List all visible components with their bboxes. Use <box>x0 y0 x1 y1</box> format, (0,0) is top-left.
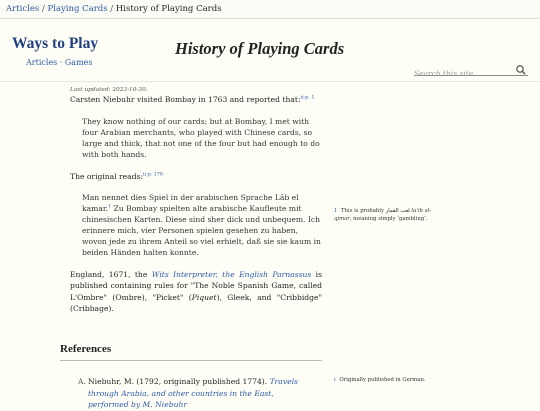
piquet-term: Piquet <box>191 292 217 302</box>
reference-text <box>78 376 308 411</box>
page-title: History of Playing Cards <box>175 39 345 58</box>
breadcrumb-playing-cards[interactable]: Playing Cards <box>47 4 108 14</box>
intro-citation[interactable]: ii:p. 1 <box>300 95 315 101</box>
sidenote-1-number: 1 <box>334 208 338 214</box>
quote-german <box>82 192 322 258</box>
search-icon[interactable] <box>515 61 527 73</box>
reference-marker: A. <box>78 377 86 386</box>
intro-text: Carsten Niebuhr visited Bombay in 1763 and reported that: <box>70 95 301 105</box>
site-title[interactable]: Ways to Play <box>12 35 99 52</box>
breadcrumb <box>0 0 540 19</box>
sidenote-2-text: Originally published in German. <box>337 377 426 383</box>
breadcrumb-current: History of Playing Cards <box>115 4 222 14</box>
quote-german-part1: Man nennet dies Spiel in der arabischen Sprache Lâb el kamar. <box>82 192 299 213</box>
sidenote-1-post: , meaning simply ‘gambling’. <box>349 216 428 223</box>
sidenote-1-arabic: لعب القمار <box>385 208 410 214</box>
sidenote-2-number: i <box>334 377 336 383</box>
search-box <box>414 61 528 76</box>
nav-separator: · <box>59 58 63 67</box>
reference-list <box>78 376 308 411</box>
original-intro-paragraph <box>70 171 322 182</box>
england-paragraph <box>70 269 322 313</box>
sidenote-1-pre: This is probably <box>339 208 386 214</box>
sidenote-2 <box>334 376 434 384</box>
nav-articles-link[interactable]: Articles <box>26 58 58 67</box>
reference-author: Niebuhr, M. (1792, originally published 1774). <box>88 377 270 386</box>
reference-title-link[interactable]: Travels through Arabia, and other countries in the East, performed by M. Niebuhr <box>88 377 298 410</box>
footnote-ref-1[interactable]: 1 <box>108 204 112 210</box>
breadcrumb-separator: / <box>110 4 116 14</box>
original-citation[interactable]: ii:p. 178 <box>143 172 163 178</box>
breadcrumb-articles[interactable]: Articles <box>6 4 40 14</box>
england-post2: ), Gleek, and "Cribbidge" (Cribbage). <box>70 292 322 313</box>
england-post: is published containing rules for "The Noble Spanish Game, called L'Ombre" (Ombre), "Picket" ( <box>70 270 322 302</box>
quote-german-part2: Zu Bombay spielten alte arabische Kaufleute mit chinesischen Karten. Diese sind sher dick und unbequem. Ich erinnere mich, vier Personen spielen gesehen zu haben, wovon jede zu ihrem Anteil so viel erhielt, daß sie sie kaum in beiden Händen halten konnte. <box>82 204 321 258</box>
intro-paragraph <box>70 94 322 105</box>
quote-english: They know nothing of our cards; but at Bombay, I met with four Arabian merchants, who played with Chinese cards, so large and thick, that not one of the four but had enough to do with both hands. <box>82 116 320 159</box>
nav-games-link[interactable]: Games <box>64 58 93 67</box>
site-nav <box>26 58 93 67</box>
last-updated: Last updated: 2023-10-30. <box>70 87 148 93</box>
site-header <box>0 19 540 82</box>
sidenote-1 <box>334 207 434 223</box>
sidenote-1-transliteration: laʿib al-qimar <box>334 208 432 223</box>
reference-item <box>78 376 308 411</box>
article-body <box>70 86 322 324</box>
england-pre: England, 1671, the <box>70 270 152 280</box>
breadcrumb-separator: / <box>41 4 48 14</box>
references-heading: References <box>60 343 322 361</box>
wits-interpreter-link[interactable]: Wits Interpreter, the English Parnassus <box>151 270 312 280</box>
search-input[interactable] <box>414 68 514 80</box>
original-intro-text: The original reads: <box>70 171 144 181</box>
